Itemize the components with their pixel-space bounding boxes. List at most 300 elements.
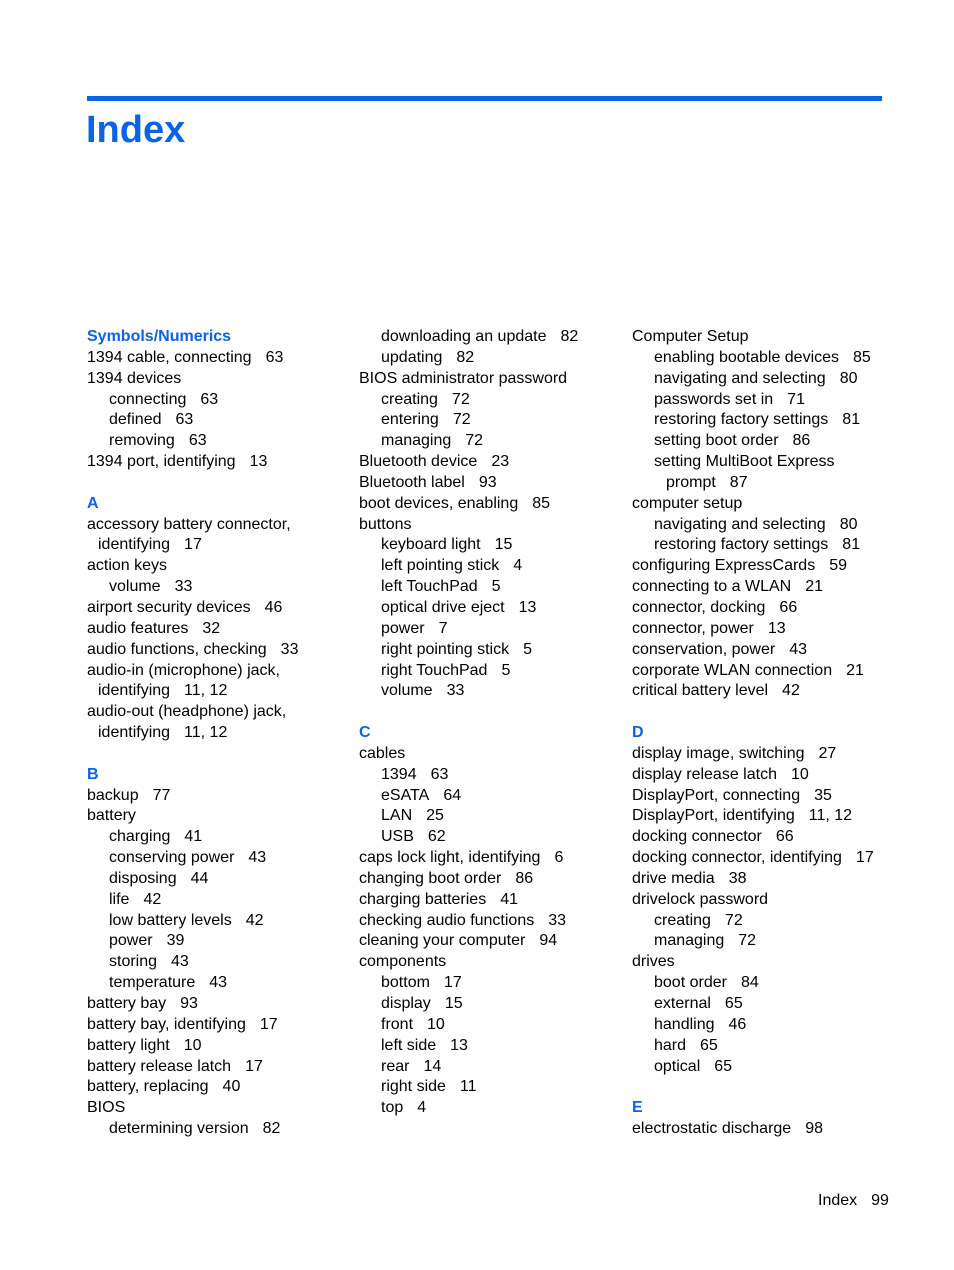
page-reference: 93 <box>180 995 198 1012</box>
index-term: defined <box>109 411 162 429</box>
index-subentry <box>359 1015 578 1036</box>
index-entry <box>359 452 578 473</box>
index-term: battery bay <box>87 995 167 1012</box>
index-term: low battery levels <box>109 911 232 929</box>
page-reference: 93 <box>478 473 497 491</box>
page-reference: 23 <box>491 453 510 471</box>
page-reference: 4 <box>513 557 523 575</box>
index-column-1 <box>87 327 298 1140</box>
index-term: managing <box>381 432 452 450</box>
index-subentry <box>632 994 874 1015</box>
page-reference: 65 <box>724 995 743 1012</box>
index-term: prompt <box>666 473 716 491</box>
index-term: passwords set in <box>654 390 774 408</box>
index-subentry <box>87 911 298 932</box>
index-entry <box>632 1119 874 1140</box>
page-reference: 27 <box>818 744 837 762</box>
index-subentry <box>359 410 578 431</box>
index-term: critical battery level <box>632 682 769 700</box>
index-subentry <box>87 827 298 848</box>
page-reference: 33 <box>446 682 465 700</box>
index-entry <box>632 786 874 807</box>
index-term: battery, replacing <box>87 1078 209 1096</box>
index-term: power <box>109 932 153 950</box>
index-term: audio-out (headphone) jack, <box>87 703 287 721</box>
section-heading: B <box>87 765 99 783</box>
page-reference: 13 <box>249 453 268 471</box>
page-reference: 7 <box>438 619 448 637</box>
index-subentry <box>359 681 578 702</box>
page-reference: 4 <box>417 1099 427 1117</box>
index-entry <box>87 786 298 807</box>
index-entry <box>87 619 298 640</box>
index-term: buttons <box>359 515 412 533</box>
page-reference: 15 <box>494 536 513 554</box>
index-term: boot order <box>654 974 727 992</box>
page-reference: 21 <box>846 661 864 679</box>
index-term: external <box>654 995 711 1012</box>
index-entry <box>87 1015 298 1036</box>
index-entry <box>87 556 298 577</box>
index-term: updating <box>381 348 443 366</box>
index-term: 1394 devices <box>87 369 182 387</box>
page-reference: 65 <box>700 1036 718 1054</box>
index-subentry <box>359 598 578 619</box>
page-reference: 14 <box>423 1057 442 1075</box>
index-term: corporate WLAN connection <box>632 661 833 679</box>
index-subentry <box>359 619 578 640</box>
page-reference: 82 <box>560 328 579 345</box>
index-entry <box>632 890 874 911</box>
page-reference: 84 <box>740 974 759 992</box>
page-reference: 11, 12 <box>184 724 228 742</box>
index-term: left pointing stick <box>381 557 500 575</box>
page-reference: 33 <box>174 578 193 596</box>
index-entry <box>632 681 874 702</box>
page-reference: 63 <box>430 765 449 783</box>
page-reference: 85 <box>532 494 551 512</box>
index-term: Bluetooth label <box>359 473 465 491</box>
section-gap <box>359 702 578 723</box>
index-entry <box>87 515 298 536</box>
page-reference: 41 <box>184 828 203 846</box>
index-entry <box>632 619 874 640</box>
index-subentry <box>359 765 578 786</box>
index-term: LAN <box>381 807 413 825</box>
section-heading: Symbols/Numerics <box>87 328 232 345</box>
index-entry <box>632 869 874 890</box>
page-reference: 10 <box>790 765 809 783</box>
index-term: managing <box>654 932 725 950</box>
index-term: audio-in (microphone) jack, <box>87 661 280 679</box>
section-heading: A <box>87 494 99 512</box>
index-term: drives <box>632 953 675 971</box>
footer-label: Index <box>818 1192 858 1209</box>
index-term: keyboard light <box>381 536 481 554</box>
index-term: computer setup <box>632 494 743 512</box>
index-term: airport security devices <box>87 598 251 616</box>
index-term: conserving power <box>109 849 235 867</box>
index-term: battery <box>87 807 136 825</box>
index-term: left side <box>381 1036 437 1054</box>
page-reference: 81 <box>842 536 861 554</box>
index-term: downloading an update <box>381 328 547 345</box>
index-subentry <box>632 911 874 932</box>
index-term: cables <box>359 744 406 762</box>
index-entry <box>87 348 298 369</box>
index-subentry <box>359 973 578 994</box>
index-subentry <box>359 348 578 369</box>
index-term: display <box>381 995 431 1012</box>
index-subentry <box>87 931 298 952</box>
index-term: electrostatic discharge <box>632 1120 792 1138</box>
index-subentry <box>632 410 874 431</box>
index-subentry <box>359 535 578 556</box>
index-entry <box>359 515 578 536</box>
index-term: docking connector, identifying <box>632 849 842 867</box>
index-term: docking connector <box>632 828 762 846</box>
index-entry <box>87 1098 298 1119</box>
index-subentry <box>359 661 578 682</box>
index-term: caps lock light, identifying <box>359 849 541 867</box>
index-entry <box>87 452 298 473</box>
index-term: components <box>359 953 447 971</box>
page-reference: 59 <box>829 557 847 575</box>
page-reference: 33 <box>280 640 299 658</box>
page-title: Index <box>86 109 186 151</box>
index-subentry <box>632 390 874 411</box>
index-term: determining version <box>109 1120 249 1138</box>
index-subentry <box>87 390 298 411</box>
page-reference: 87 <box>729 473 748 491</box>
page-footer <box>818 1192 889 1210</box>
index-term: DisplayPort, connecting <box>632 786 801 804</box>
section-gap <box>632 1077 874 1098</box>
index-term: Computer Setup <box>632 328 749 345</box>
page-reference: 72 <box>465 432 484 450</box>
index-term: optical drive eject <box>381 598 505 616</box>
page-reference: 94 <box>539 932 558 950</box>
index-term: identifying <box>98 536 171 554</box>
index-term: BIOS administrator password <box>359 369 568 387</box>
index-term: audio features <box>87 619 189 637</box>
index-term: life <box>109 890 130 908</box>
index-term: optical <box>654 1057 701 1075</box>
index-subentry <box>632 473 874 494</box>
page-reference: 21 <box>805 578 823 596</box>
index-entry <box>632 640 874 661</box>
index-entry <box>87 681 298 702</box>
section-heading: E <box>632 1099 643 1117</box>
page-reference: 43 <box>209 974 228 992</box>
index-term: handling <box>654 1015 715 1033</box>
index-term: identifying <box>98 682 171 700</box>
index-term: boot devices, enabling <box>359 494 519 512</box>
index-term: setting boot order <box>654 432 779 450</box>
page-reference: 5 <box>523 640 532 658</box>
index-subentry <box>632 515 874 536</box>
index-subentry <box>87 848 298 869</box>
index-subentry <box>632 369 874 390</box>
index-term: top <box>381 1099 404 1117</box>
index-term: connecting to a WLAN <box>632 578 792 596</box>
index-entry <box>632 577 874 598</box>
index-subentry <box>359 390 578 411</box>
index-column-2 <box>359 327 578 1119</box>
index-term: cleaning your computer <box>359 932 526 950</box>
index-entry <box>632 848 874 869</box>
index-term: entering <box>381 411 439 429</box>
index-entry <box>359 369 578 390</box>
index-term: charging <box>109 828 171 846</box>
index-entry <box>87 369 298 390</box>
page-reference: 62 <box>427 828 446 846</box>
page-reference: 71 <box>787 390 805 408</box>
index-term: display image, switching <box>632 744 805 762</box>
index-subentry <box>87 973 298 994</box>
index-term: left TouchPad <box>381 578 478 596</box>
page-number: 99 <box>871 1192 889 1209</box>
index-subentry <box>632 452 874 473</box>
index-subentry <box>632 931 874 952</box>
index-term: front <box>381 1015 414 1033</box>
page-reference: 6 <box>554 849 564 867</box>
index-term: USB <box>381 828 414 846</box>
page-reference: 38 <box>728 869 747 887</box>
page-reference: 11 <box>459 1078 477 1096</box>
index-entry <box>87 1077 298 1098</box>
index-subentry <box>632 535 874 556</box>
page-reference: 72 <box>724 911 743 929</box>
page-reference: 43 <box>171 953 189 971</box>
page-reference: 5 <box>501 661 511 679</box>
index-entry <box>359 494 578 515</box>
page-reference: 10 <box>183 1036 202 1054</box>
index-term: Bluetooth device <box>359 453 478 471</box>
index-subentry <box>359 806 578 827</box>
index-subentry <box>359 994 578 1015</box>
index-subentry <box>632 1057 874 1078</box>
page-reference: 17 <box>259 1015 278 1033</box>
index-term: 1394 port, identifying <box>87 453 236 471</box>
page-reference: 39 <box>166 932 185 950</box>
page-reference: 82 <box>262 1120 281 1138</box>
page-reference: 72 <box>451 390 470 408</box>
index-entry <box>87 598 298 619</box>
page-reference: 98 <box>805 1120 823 1138</box>
page-reference: 42 <box>782 682 800 700</box>
index-term: battery release latch <box>87 1057 232 1075</box>
index-term: temperature <box>109 974 196 992</box>
page-reference: 17 <box>855 849 874 867</box>
index-subentry <box>359 640 578 661</box>
index-term: hard <box>654 1036 687 1054</box>
index-term: creating <box>381 390 438 408</box>
index-term: DisplayPort, identifying <box>632 807 795 825</box>
index-subentry <box>632 1036 874 1057</box>
index-entry <box>359 911 578 932</box>
index-term: battery light <box>87 1036 170 1054</box>
index-entry <box>632 327 874 348</box>
index-subentry <box>87 890 298 911</box>
index-entry <box>632 494 874 515</box>
section-heading: C <box>359 724 371 742</box>
index-term: volume <box>381 682 433 700</box>
index-term: right TouchPad <box>381 661 488 679</box>
index-subentry <box>632 348 874 369</box>
section-gap <box>632 702 874 723</box>
index-term: enabling bootable devices <box>654 348 840 366</box>
index-term: drivelock password <box>632 890 769 908</box>
page-reference: 85 <box>853 348 871 366</box>
index-entry <box>87 640 298 661</box>
index-term: accessory battery connector, <box>87 515 291 533</box>
page-reference: 17 <box>184 536 202 554</box>
section-heading: D <box>632 724 644 742</box>
index-term: navigating and selecting <box>654 369 826 387</box>
index-subentry <box>87 869 298 890</box>
section-gap <box>87 744 298 765</box>
page-reference: 46 <box>264 598 283 616</box>
index-term: action keys <box>87 557 168 575</box>
index-term: BIOS <box>87 1099 126 1117</box>
index-subentry <box>87 410 298 431</box>
page-reference: 5 <box>491 578 501 596</box>
index-term: display release latch <box>632 765 777 783</box>
index-entry <box>632 765 874 786</box>
section-gap <box>87 473 298 494</box>
index-entry <box>87 723 298 744</box>
page-reference: 33 <box>548 911 567 929</box>
page-reference: 63 <box>200 390 219 408</box>
index-term: configuring ExpressCards <box>632 557 816 575</box>
index-entry <box>87 535 298 556</box>
index-subentry <box>359 1077 578 1098</box>
page-reference: 17 <box>245 1057 263 1075</box>
index-subentry <box>359 1098 578 1119</box>
index-term: connecting <box>109 390 187 408</box>
page-reference: 13 <box>767 619 786 637</box>
index-entry <box>359 848 578 869</box>
page-reference: 80 <box>839 515 858 533</box>
index-subentry <box>359 827 578 848</box>
index-subentry <box>632 973 874 994</box>
index-term: restoring factory settings <box>654 536 829 554</box>
page-reference: 86 <box>792 432 811 450</box>
index-entry <box>632 661 874 682</box>
index-subentry <box>87 952 298 973</box>
page-reference: 17 <box>443 974 462 992</box>
page-reference: 65 <box>714 1057 733 1075</box>
index-term: checking audio functions <box>359 911 535 929</box>
page-reference: 43 <box>789 640 807 658</box>
index-subentry <box>359 577 578 598</box>
index-term: charging batteries <box>359 890 487 908</box>
page-reference: 43 <box>248 849 267 867</box>
index-term: power <box>381 619 425 637</box>
index-term: storing <box>109 953 158 971</box>
index-term: drive media <box>632 869 715 887</box>
index-entry <box>87 702 298 723</box>
index-term: 1394 cable, connecting <box>87 348 252 366</box>
page-reference: 72 <box>452 411 471 429</box>
index-entry <box>87 1057 298 1078</box>
index-entry <box>359 473 578 494</box>
page-reference: 64 <box>443 786 462 804</box>
index-term: audio functions, checking <box>87 640 267 658</box>
index-term: rear <box>381 1057 410 1075</box>
index-subentry <box>632 431 874 452</box>
index-subentry <box>87 431 298 452</box>
index-entry <box>632 556 874 577</box>
page-reference: 66 <box>779 598 798 616</box>
page-reference: 46 <box>728 1015 747 1033</box>
page-reference: 11, 12 <box>808 807 853 825</box>
index-subentry <box>87 1119 298 1140</box>
index-term: creating <box>654 911 711 929</box>
page-reference: 10 <box>427 1015 445 1033</box>
page-reference: 32 <box>202 619 221 637</box>
index-subentry <box>359 1036 578 1057</box>
page-reference: 15 <box>444 995 463 1012</box>
index-subentry <box>359 1057 578 1078</box>
index-entry <box>87 661 298 682</box>
index-term: volume <box>109 578 161 596</box>
index-entry <box>359 931 578 952</box>
index-entry <box>359 890 578 911</box>
index-term: right pointing stick <box>381 640 510 658</box>
index-term: eSATA <box>381 786 430 804</box>
index-column-3 <box>632 327 874 1140</box>
page-reference: 42 <box>143 890 162 908</box>
page-reference: 63 <box>175 411 194 429</box>
index-entry <box>632 598 874 619</box>
index-entry <box>632 952 874 973</box>
page-reference: 72 <box>738 932 757 950</box>
page-reference: 77 <box>152 786 171 804</box>
index-subentry <box>632 1015 874 1036</box>
page-reference: 63 <box>188 432 207 450</box>
index-term: setting MultiBoot Express <box>654 453 835 471</box>
index-subentry <box>359 327 578 348</box>
index-subentry <box>87 577 298 598</box>
index-term: battery bay, identifying <box>87 1015 246 1033</box>
index-term: identifying <box>98 724 171 742</box>
index-term: conservation, power <box>632 640 776 658</box>
page-reference: 41 <box>500 890 518 908</box>
index-term: connector, docking <box>632 598 766 616</box>
page-reference: 44 <box>190 869 209 887</box>
page-reference: 11, 12 <box>184 682 228 700</box>
page-reference: 13 <box>518 598 537 616</box>
index-term: restoring factory settings <box>654 411 829 429</box>
index-term: right side <box>381 1078 446 1096</box>
index-entry <box>359 952 578 973</box>
index-subentry <box>359 431 578 452</box>
index-term: navigating and selecting <box>654 515 826 533</box>
index-term: removing <box>109 432 175 450</box>
index-term: backup <box>87 786 139 804</box>
index-entry <box>632 827 874 848</box>
index-subentry <box>359 556 578 577</box>
index-term: changing boot order <box>359 869 502 887</box>
index-entry <box>632 806 874 827</box>
page-reference: 86 <box>515 869 534 887</box>
index-entry <box>359 744 578 765</box>
index-entry <box>87 806 298 827</box>
page-reference: 81 <box>842 411 861 429</box>
index-entry <box>632 744 874 765</box>
